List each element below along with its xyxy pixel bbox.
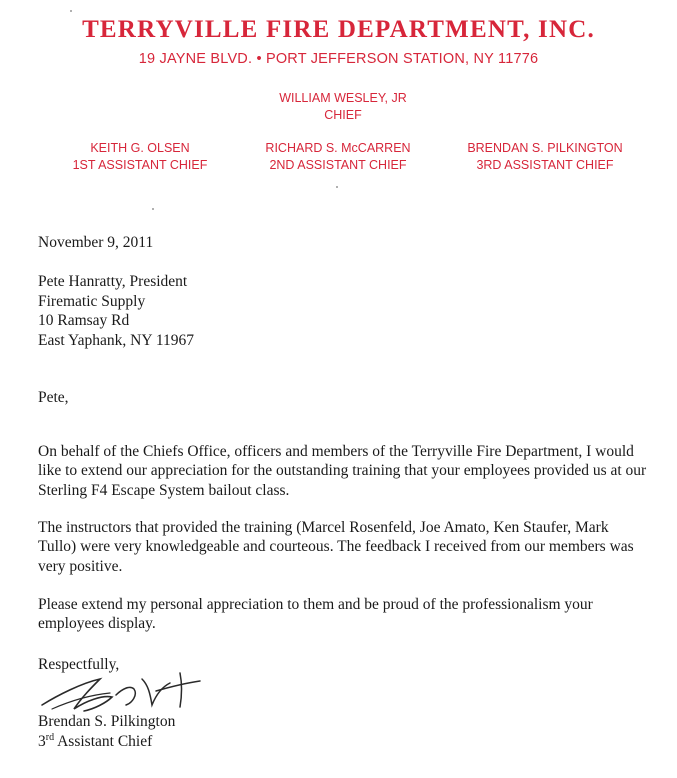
scan-speck bbox=[70, 10, 72, 12]
recipient-line: Firematic Supply bbox=[38, 292, 146, 310]
organization-address: 19 JAYNE BLVD. • PORT JEFFERSON STATION, NY 11776 bbox=[138, 51, 539, 67]
closing: Respectfully, bbox=[38, 656, 120, 673]
letter-date: November 9, 2011 bbox=[38, 234, 154, 251]
assistant-chief-title: 3RD ASSISTANT CHIEF bbox=[476, 158, 614, 172]
salutation: Pete, bbox=[38, 389, 69, 406]
signer-title bbox=[38, 732, 648, 752]
organization-name: TERRYVILLE FIRE DEPARTMENT, INC. bbox=[82, 16, 595, 43]
signer-title-ordinal: 3 bbox=[38, 733, 46, 750]
third-assistant-chief-block bbox=[425, 140, 665, 174]
signer-title-suffix: rd bbox=[45, 731, 55, 743]
assistant-chief-name: RICHARD S. McCARREN bbox=[265, 141, 411, 155]
recipient-line: East Yaphank, NY 11967 bbox=[38, 331, 194, 349]
assistant-chief-name: BRENDAN S. PILKINGTON bbox=[467, 141, 623, 155]
assistant-chief-name: KEITH G. OLSEN bbox=[90, 141, 190, 155]
scan-speck bbox=[152, 208, 154, 210]
chief-block bbox=[228, 90, 458, 124]
recipient-line: 10 Ramsay Rd bbox=[38, 312, 130, 329]
body-paragraph: On behalf of the Chiefs Office, officers and members of the Terryville Fire Department, I would like to extend our appreciation for the outstanding training that your employees provided us at our Sterling F4 Escape System bailout class. bbox=[38, 442, 647, 499]
first-assistant-chief-block bbox=[40, 140, 240, 174]
body-paragraph: Please extend my personal appreciation to them and be proud of the professionalism your employees display. bbox=[38, 595, 593, 632]
assistant-chief-title: 2ND ASSISTANT CHIEF bbox=[269, 158, 407, 172]
signer-title-rest: Assistant Chief bbox=[54, 733, 153, 750]
signer-name: Brendan S. Pilkington bbox=[38, 713, 176, 730]
chief-title: CHIEF bbox=[324, 108, 362, 122]
chief-name: WILLIAM WESLEY, JR bbox=[279, 91, 407, 105]
body-paragraph: The instructors that provided the training (Marcel Rosenfeld, Joe Amato, Ken Staufer, Mark Tullo) were very knowledgeable and courteous. The feedback I received from our members was very positive. bbox=[38, 518, 634, 575]
recipient-address bbox=[38, 272, 648, 350]
recipient-line: Pete Hanratty, President bbox=[38, 273, 188, 290]
assistant-chief-title: 1ST ASSISTANT CHIEF bbox=[72, 158, 208, 172]
scan-speck bbox=[336, 186, 338, 188]
second-assistant-chief-block bbox=[238, 140, 438, 174]
